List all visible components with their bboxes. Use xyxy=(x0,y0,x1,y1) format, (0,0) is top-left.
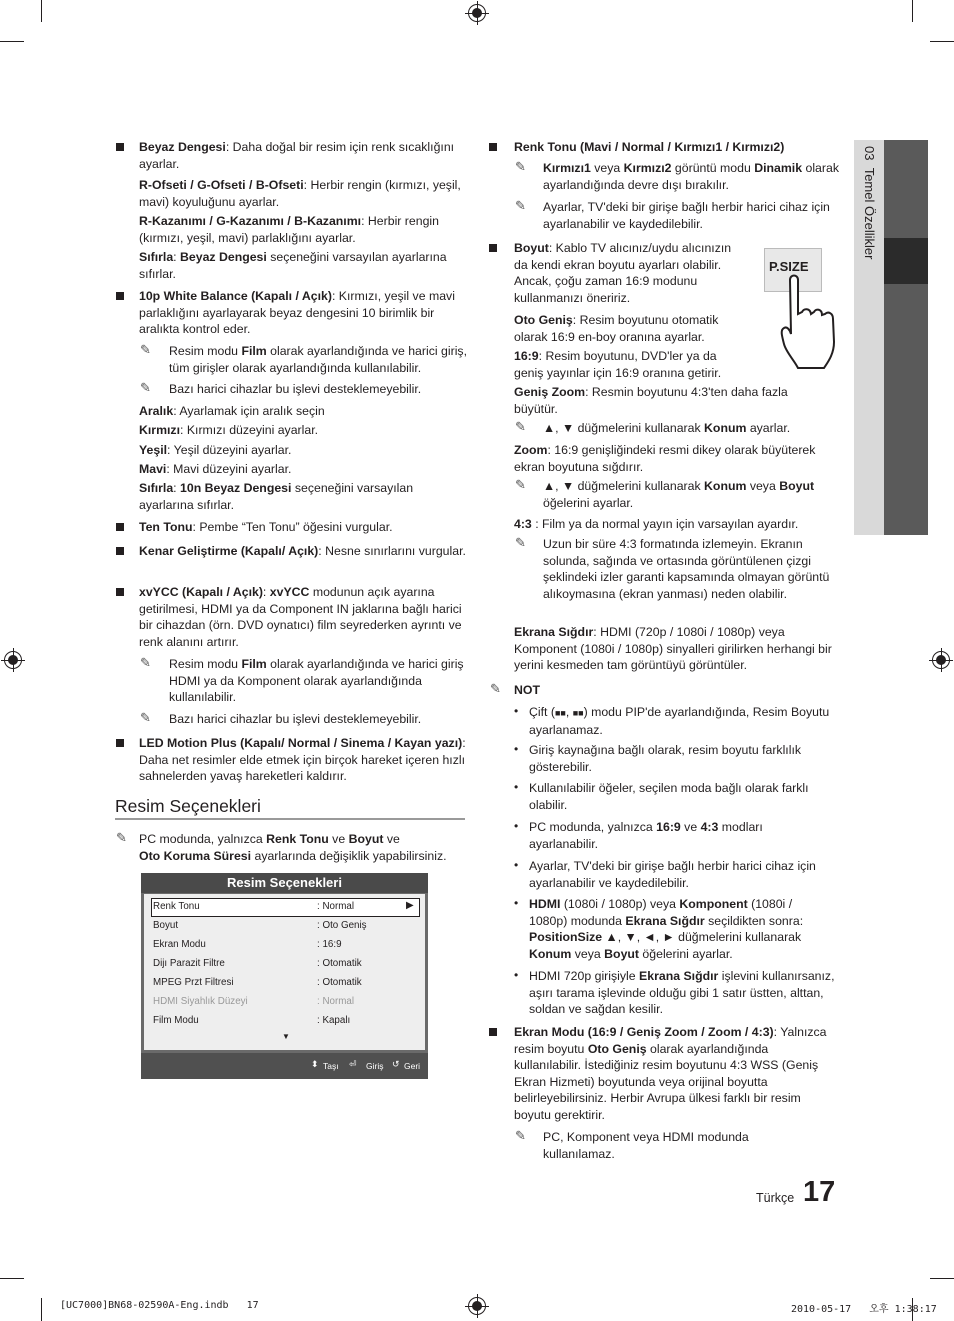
note-pencil-icon: ✎ xyxy=(140,710,151,725)
sub-sifirla2: Sıfırla: 10n Beyaz Dengesi seçeneğini varsayılan ayarlarına sıfırlar. xyxy=(139,481,414,512)
bullet-dot: • xyxy=(514,780,519,794)
scroll-down-icon: ▼ xyxy=(282,1032,290,1041)
bullet-dot: • xyxy=(514,742,519,756)
bullet-square xyxy=(116,143,124,151)
note-text: ▲, ▼ düğmelerini kullanarak Konum ayarlar. xyxy=(543,421,791,435)
note-pencil-icon: ✎ xyxy=(140,342,151,357)
print-timestamp: 2010-05-17 오후 1:38:17 xyxy=(791,1304,937,1315)
section-rule xyxy=(115,818,465,820)
osd-row-value: : Oto Geniş xyxy=(317,920,367,931)
note-text: Bazı harici cihazlar bu işlevi desteklemeyebilir. xyxy=(169,712,422,726)
section-title: Resim Seçenekleri xyxy=(115,796,261,816)
sub-genis-zoom: Geniş Zoom: Resmin boyutunu 4:3'ten daha fazla büyütür. xyxy=(514,385,788,416)
item-10p-white-balance: 10p White Balance (Kapalı / Açık): Kırmızı, yeşil ve mavi parlaklığını ayarlayarak beyaz dengesini 10 birimlik bir aralıkta kontrol eder. xyxy=(139,289,455,336)
crop-mark xyxy=(930,1278,954,1279)
crop-mark xyxy=(41,1298,42,1321)
bullet-dot: • xyxy=(514,968,519,982)
note-pencil-icon: ✎ xyxy=(140,380,151,395)
osd-row-label[interactable]: Boyut xyxy=(153,920,179,931)
bullet-dot: • xyxy=(514,858,519,872)
item-xvycc: xvYCC (Kapalı / Açık): xvYCC modunun açık ayarına getirilmesi, HDMI ya da Component IN jaklarına bağlı harici bir cihazdan (örn. DVD oynatıcı) film seyrederken ayrıntı ve renk alanını artırır. xyxy=(139,585,462,649)
sub-yesil: Yeşil: Yeşil düzeyini ayarlar. xyxy=(139,443,292,457)
sub-zoom: Zoom: 16:9 genişliğindeki resmi dikey olarak büyüterek ekran boyutuna sığdırır. xyxy=(514,443,816,474)
crop-mark xyxy=(0,1278,24,1279)
note-text: Uzun bir süre 4:3 formatında izlemeyin. Ekranın solunda, sağında ve ortasında görüntülenen çizgi şeklindeki izler garanti kapsamında olmayan görüntü alıkoymasına (ekran yanması) neden olabilir. xyxy=(543,537,830,601)
item-boyut: Boyut: Kablo TV alıcınız/uydu alıcınızın da kendi ekran boyutu ayarları olabilir. Ancak, çoğu zaman 16:9 modunu kullanmanızı öneririz. xyxy=(514,241,732,305)
osd-row-value: : Kapalı xyxy=(317,1015,351,1026)
item-beyaz-dengesi: Beyaz Dengesi: Daha doğal bir resim için renk sıcaklığını ayarlar. xyxy=(139,140,455,171)
registration-mark xyxy=(932,651,950,669)
note-pencil-icon: ✎ xyxy=(515,1128,526,1143)
note-text: Ayarlar, TV'deki bir girişe bağlı herbir harici cihaz için ayarlanabilir ve kaydedilebilir. xyxy=(543,200,830,231)
note-pencil-icon: ✎ xyxy=(140,655,151,670)
osd-row-label[interactable]: MPEG Przt Filtresi xyxy=(153,977,234,988)
bullet-square xyxy=(489,1028,497,1036)
note-heading: NOT xyxy=(514,683,540,697)
osd-row-label[interactable]: Renk Tonu xyxy=(153,901,200,912)
sub-rkazanimi: R-Kazanımı / G-Kazanımı / B-Kazanımı: Herbir rengin (kırmızı, yeşil, mavi) parlaklığını ayarlar. xyxy=(139,214,439,245)
osd-row-label[interactable]: Dijı Parazit Filtre xyxy=(153,958,225,969)
note-text: Resim modu Film olarak ayarlandığında ve harici giriş, tüm girişler olarak ayarlandığında kullanılabilir. xyxy=(169,344,467,375)
note-pencil-icon: ✎ xyxy=(515,535,526,550)
not-item: Ayarlar, TV'deki bir girişe bağlı herbir harici cihaz için ayarlanabilir ve kaydedilebilir. xyxy=(529,859,816,890)
note-pencil-icon: ✎ xyxy=(515,419,526,434)
osd-title: Resim Seçenekleri xyxy=(141,873,428,893)
dual-mode-icon: ■■ xyxy=(554,708,566,718)
bullet-square xyxy=(116,588,124,596)
item-ten-tonu: Ten Tonu: Pembe “Ten Tonu” öğesini vurgular. xyxy=(139,520,393,534)
bullet-dot: • xyxy=(514,819,519,833)
enter-hint: Giriş xyxy=(366,1061,384,1071)
item-kenar: Kenar Geliştirme (Kapalı/ Açık): Nesne sınırlarını vurgular. xyxy=(139,544,466,558)
osd-row-value: : Otomatik xyxy=(317,977,362,988)
bullet-square xyxy=(116,523,124,531)
item-ekran-modu: Ekran Modu (16:9 / Geniş Zoom / Zoom / 4:3): Yalnızca resim boyutu Oto Geniş olarak ayarlandığında kullanılabilir. İstediğiniz resim boyutunu 4:3 WSS (Geniş Ekran Hizmeti) boyutunda veya orijinal boyutta belirleyebilirsiniz. Herbir Avrupa ülkesi farklı bir resim boyutu gerektirir. xyxy=(514,1025,827,1122)
back-hint: Geri xyxy=(404,1061,421,1071)
sub-aralik: Aralık: Ayarlamak için aralık seçin xyxy=(139,404,325,418)
updown-icon: ⬍ xyxy=(311,1059,319,1069)
sub-mavi: Mavi: Mavi düzeyini ayarlar. xyxy=(139,462,292,476)
sub-oto-genis: Oto Geniş: Resim boyutunu otomatik olarak 16:9 en-boy oranına ayarlar. xyxy=(514,313,719,344)
bullet-dot: • xyxy=(514,704,519,718)
section-note: PC modunda, yalnızca Renk Tonu ve Boyut ve Oto Koruma Süresi ayarlarında değişiklik yapabilirsiniz. xyxy=(139,832,447,863)
note-text: Bazı harici cihazlar bu işlevi desteklemeyebilir. xyxy=(169,382,422,396)
osd-row-value: : Normal xyxy=(317,996,355,1007)
osd-row-value: : Normal xyxy=(317,901,355,912)
osd-row-label[interactable]: Ekran Modu xyxy=(153,939,206,950)
psize-label: P.SIZE xyxy=(769,259,809,274)
note-text: ▲, ▼ düğmelerini kullanarak Konum veya Boyut öğelerini ayarlar. xyxy=(543,479,815,510)
not-item: Çift (■■, ■■) modu PIP'de ayarlandığında, Resim Boyutu ayarlanamaz. xyxy=(529,705,830,737)
chapter-title: Temel Özellikler xyxy=(862,167,877,260)
sub-4-3: 4:3 : Film ya da normal yayın için varsayılan ayardır. xyxy=(514,517,799,531)
arrow-right-icon: ▶ xyxy=(406,900,414,911)
not-item: Giriş kaynağına bağlı olarak, resim boyutu farklılık gösterebilir. xyxy=(529,743,802,774)
bullet-square xyxy=(116,292,124,300)
crop-mark xyxy=(930,41,954,42)
note-text: Kırmızı1 veya Kırmızı2 görüntü modu Dinamik olarak ayarlandığında devre dışı bırakılır. xyxy=(543,161,839,192)
note-text: Resim modu Film olarak ayarlandığında ve harici giriş HDMI ya da Komponent olarak ayarlandığında kullanılabilir. xyxy=(169,657,464,704)
osd-footer xyxy=(141,1053,428,1079)
note-pencil-icon: ✎ xyxy=(515,477,526,492)
print-file-info: [UC7000]BN68-02590A-Eng.indb 17 xyxy=(60,1300,259,1311)
not-item: Kullanılabilir öğeler, seçilen moda bağlı olarak farklı olabilir. xyxy=(529,781,809,812)
not-item: HDMI (1080i / 1080p) veya Komponent (1080i / 1080p) modunda Ekrana Sığdır seçildikten sonra: PositionSize ▲, ▼, ◄, ► düğmelerini kullanarak Konum veya Boyut öğelerini ayarlar. xyxy=(529,897,804,961)
return-icon: ↺ xyxy=(392,1059,400,1069)
bullet-square xyxy=(116,739,124,747)
sub-kirmizi: Kırmızı: Kırmızı düzeyini ayarlar. xyxy=(139,423,319,437)
osd-list xyxy=(144,894,425,1050)
osd-row-value: : Otomatik xyxy=(317,958,362,969)
osd-row-label: HDMI Siyahlık Düzeyi xyxy=(153,996,248,1007)
note-text: PC, Komponent veya HDMI modunda kullanılamaz. xyxy=(543,1130,749,1161)
footer-language: Türkçe xyxy=(756,1191,795,1205)
item-renk-tonu: Renk Tonu (Mavi / Normal / Kırmızı1 / Kırmızı2) xyxy=(514,140,785,154)
note-pencil-icon: ✎ xyxy=(515,198,526,213)
osd-menu xyxy=(141,873,428,1079)
sub-ekrana-sigdir: Ekrana Sığdır: HDMI (720p / 1080i / 1080p) veya Komponent (1080i / 1080p) sinyalleri girilirken herhangi bir yerini kesmeden tam görüntüyü görüntüler. xyxy=(514,625,832,672)
sub-rofseti: R-Ofseti / G-Ofseti / B-Ofseti: Herbir rengin (kırmızı, yeşil, mavi) koyuluğunu ayarlar. xyxy=(139,178,461,209)
crop-mark xyxy=(41,0,42,22)
not-item: HDMI 720p girişiyle Ekrana Sığdır işlevini kullanırsanız, aşırı tarama işlevinde olduğu gibi 1 satır üstten, alttan, soldan ve sağdan kesilir. xyxy=(529,969,835,1016)
note-pencil-icon: ✎ xyxy=(515,159,526,174)
crop-mark xyxy=(0,41,24,42)
chapter-tab-band xyxy=(884,140,928,535)
osd-row-value: : 16:9 xyxy=(317,939,342,950)
osd-row-label[interactable]: Film Modu xyxy=(153,1015,199,1026)
item-led-motion: LED Motion Plus (Kapalı/ Normal / Sinema / Kayan yazı): Daha net resimler elde etmek için birçok hareket içeren hızlı sahnelerden yavaş hareketleri kaldırır. xyxy=(139,736,466,783)
page-number: 17 xyxy=(803,1176,836,1208)
registration-mark xyxy=(468,4,486,22)
note-pencil-icon: ✎ xyxy=(490,681,501,696)
registration-mark xyxy=(4,651,22,669)
dual-mode-icon: ■■ xyxy=(572,708,584,718)
sub-sifirla1: Sıfırla: Beyaz Dengesi seçeneğini varsayılan ayarlarına sıfırlar. xyxy=(139,250,447,281)
move-hint: Taşı xyxy=(323,1061,339,1071)
registration-mark xyxy=(468,1297,486,1315)
crop-mark xyxy=(912,0,913,22)
bullet-square xyxy=(116,547,124,555)
bullet-square xyxy=(489,143,497,151)
sub-16-9: 16:9: Resim boyutunu, DVD'ler ya da geniş yayınlar için 16:9 oranına getirir. xyxy=(514,349,722,380)
chapter-tab-marker xyxy=(884,238,928,284)
note-pencil-icon: ✎ xyxy=(116,830,127,845)
chapter-number: 03 xyxy=(862,146,877,161)
chapter-label xyxy=(862,146,877,259)
not-item: PC modunda, yalnızca 16:9 ve 4:3 modları ayarlanabilir. xyxy=(529,820,763,851)
pressing-hand-icon xyxy=(778,272,842,372)
bullet-square xyxy=(489,244,497,252)
bullet-dot: • xyxy=(514,896,519,910)
enter-icon: ⏎ xyxy=(349,1059,357,1069)
